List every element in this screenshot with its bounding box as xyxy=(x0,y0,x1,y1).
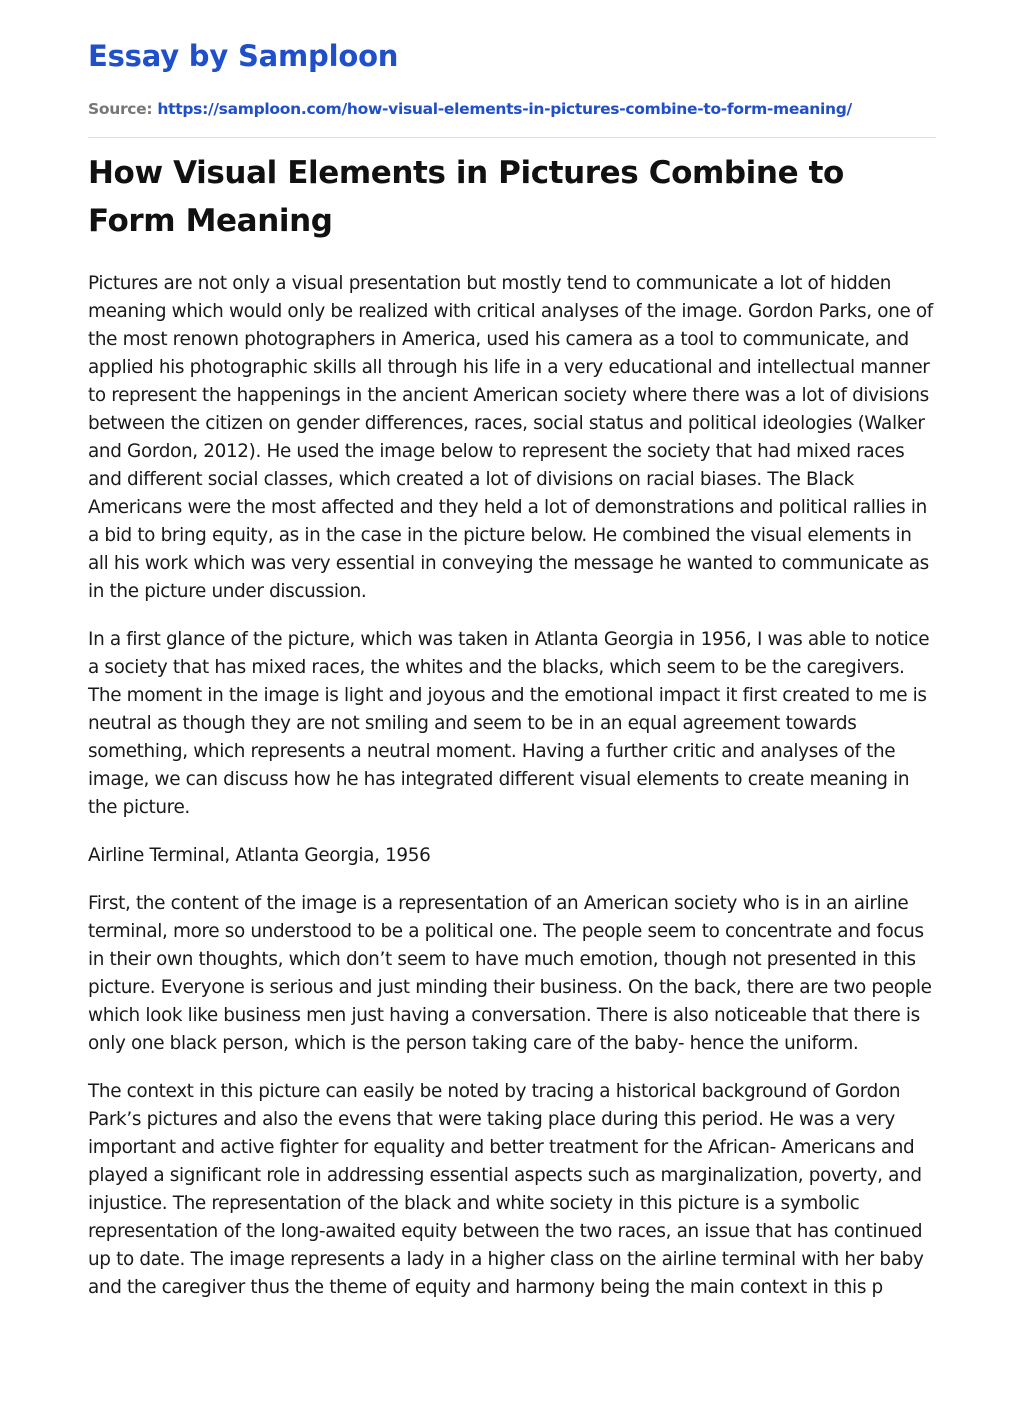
source-label: Source: xyxy=(88,100,158,118)
paragraph: In a first glance of the picture, which was taken in Atlanta Georgia in 1956, I was able to notice a society that has mixed races, the whites and the blacks, which seem to be the caregivers. The moment in the image is light and joyous and the emotional impact it first created to me is neutral as though they are not smiling and seem to be in an equal agreement towards something, which represents a neutral moment. Having a further critic and analyses of the image, we can discuss how he has integrated different visual elements to create meaning in the picture. xyxy=(88,629,930,818)
article-title: How Visual Elements in Pictures Combine to Form Meaning xyxy=(88,155,844,239)
paragraph: Pictures are not only a visual presentation but mostly tend to communicate a lot of hidden meaning which would only be realized with critical analyses of the image. Gordon Parks, one of the most renown photographers in America, used his camera as a tool to communicate, and applied his photographic skills all through his life in a very educational and intellectual manner to represent the happenings in the ancient American society where there was a lot of divisions between the citizen on gender differences, races, social status and political ideologies (Walker and Gordon, 2012). He used the image below to represent the society that had mixed races and different social classes, which created a lot of divisions on racial biases. The Black Americans were the most affected and they held a lot of demonstrations and political rallies in a bid to bring equity, as in the case in the picture below. He combined the visual elements in all his work which was very essential in conveying the message he wanted to communicate as in the picture under discussion. xyxy=(88,273,933,602)
image-caption: Airline Terminal, Atlanta Georgia, 1956 xyxy=(88,845,431,866)
essay-page xyxy=(88,0,936,1322)
paragraph: The context in this picture can easily be noted by tracing a historical background of Gordon Park’s pictures and also the evens that were taking place during this period. He was a very important and active fighter for equality and better treatment for the African- Americans and played a significant role in addressing essential aspects such as marginalization, poverty, and injustice. The representation of the black and white society in this picture is a symbolic representation of the long-awaited equity between the two races, an issue that has continued up to date. The image represents a lady in a higher class on the airline terminal with her baby and the caregiver thus the theme of equity and harmony being the main context in this p xyxy=(88,1081,924,1298)
header-divider xyxy=(88,137,936,138)
paragraph: First, the content of the image is a representation of an American society who is in an airline terminal, more so understood to be a political one. The people seem to concentrate and focus in their own thoughts, which don’t seem to have much emotion, though not presented in this picture. Everyone is serious and just minding their business. On the back, there are two people which look like business men just having a conversation. There is also noticeable that there is only one black person, which is the person taking care of the baby- hence the uniform. xyxy=(88,893,932,1054)
article-body xyxy=(88,270,936,1302)
source-line xyxy=(88,98,936,120)
source-link[interactable]: https://samploon.com/how-visual-elements-in-pictures-combine-to-form-meaning/ xyxy=(157,100,852,118)
brand-title: Essay by Samploon xyxy=(88,39,399,73)
